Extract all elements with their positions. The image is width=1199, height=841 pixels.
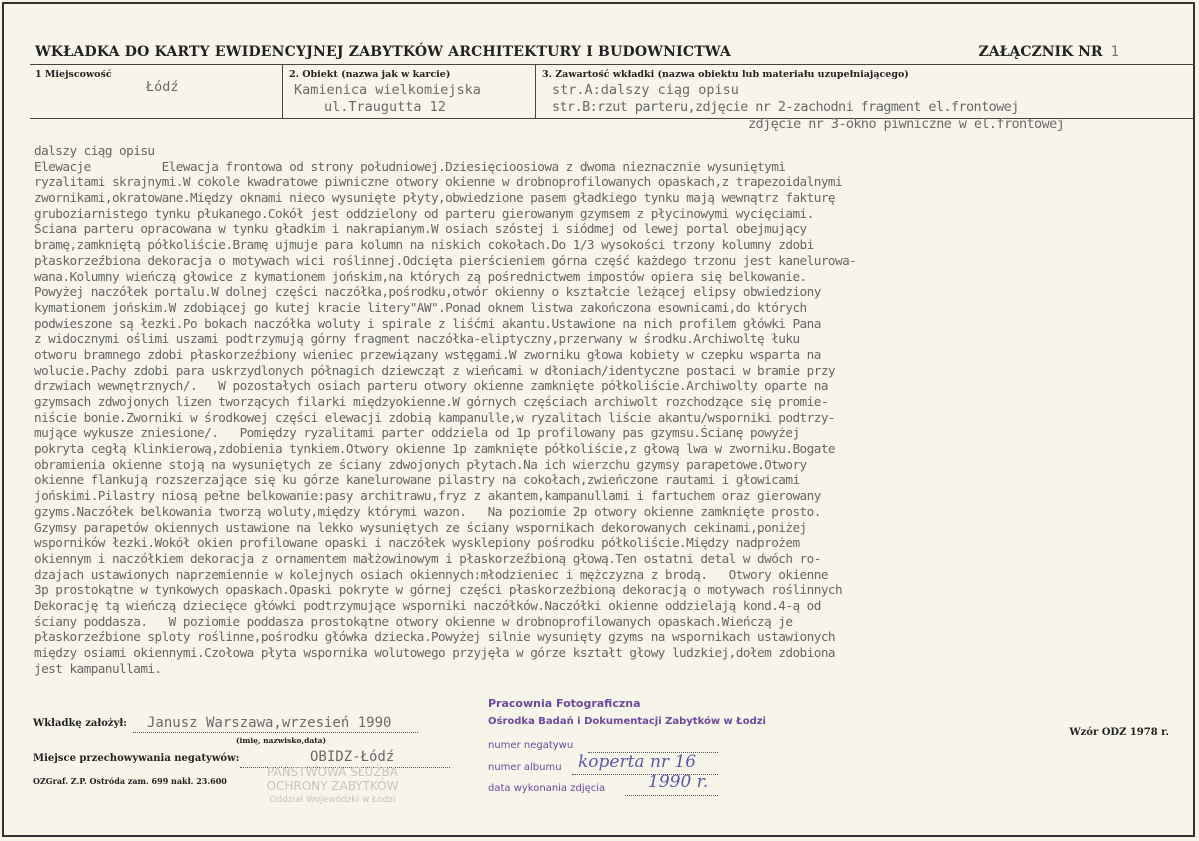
description-line: Dekorację tą wieńczą dziecięce główki podtrzymujące wsporniki naczółków.Naczółki okienne oddzielają kond.4-ą od: [34, 597, 821, 613]
description-line: okiennym i naczółkiem dekoracja z ornamentem małżowinowym i płaskorzeźbioną głową.Ten ostatni detal w dwóch ro-: [34, 550, 821, 566]
album-number-label: numer albumu: [488, 762, 562, 773]
field-1-label: 1 Miejscowość: [35, 69, 112, 80]
description-line: 3p prostokątne w tynkowych opaskach.Opaski pokryte w górnej części płaskorzeźbioną dekoracją o motywach roślinnych: [34, 582, 843, 598]
description-line: mujące wykusze zniesione/. Pomiędzy ryzalitami parter oddziela od 1p profilowany pas gzymsu.Ścianę powyżej: [34, 425, 800, 441]
description-line: okienne flankują rozszerzające się ku górze kanelurowane pilastry na cokołach,zwieńczone rautami i głowicami: [34, 472, 800, 488]
description-line: gzyms.Naczółek belkowania tworzą woluty,między którymi wazon. Na poziomie 2p otwory okienne zamknięte prosto.: [34, 503, 821, 519]
description-line: dzajach ustawionych naprzemiennie w kolejnych osiach okiennych:młodzieniec i mężczyzna z brodą. Otwory okienne: [34, 566, 828, 582]
description-line: wana.Kolumny wieńczą głowice z kymationem jońskim,na których zą pośrednictwem impostów opiera się belkowanie.: [34, 268, 807, 284]
annex-text: ZAŁĄCZNIK NR: [978, 44, 1103, 60]
description-line: drzwiach wewnętrznych/. W pozostałych osiach parteru otwory okienne zamknięte półkoliście.Archiwolty oparte na: [34, 378, 828, 394]
photo-stamp-line-2: Ośrodka Badań i Dokumentacji Zabytków w Łodzi: [488, 716, 766, 727]
album-number-handwriting: koperta nr 16: [578, 752, 697, 772]
description-line: Powyżej naczółek portalu.W dolnej części naczółka,pośrodku,otwór okienny o kształcie leżącej elipsy obwiedziony: [34, 284, 821, 300]
description-line: Elewacje Elewacja frontowa od strony południowej.Dziesięcioosiowa z dwoma nieznacznie wysuniętymi: [34, 158, 786, 174]
photo-date-handwriting: 1990 r.: [648, 772, 709, 792]
field-1-value: Łódź: [146, 79, 179, 95]
description-line: między osiami okiennymi.Czołowa płyta wspornika wolutowego przyjęła w górze kształt głowy ludzkiej,dołem zdobiona: [34, 645, 836, 660]
photo-date-line: [625, 795, 718, 796]
field-2-value-line2: ul.Traugutta 12: [324, 99, 446, 115]
description-line: Gzymsy parapetów okiennych ustawione na lekko wysuniętych ze ściany wspornikach dekorowanych cekinami,poniżej: [34, 519, 807, 535]
form-title: WKŁADKA DO KARTY EWIDENCYJNEJ ZABYTKÓW ARCHITEKTURY I BUDOWNICTWA: [35, 44, 731, 60]
annex-label: [978, 44, 1119, 60]
author-label: Wkładkę założył:: [33, 718, 127, 729]
description-line: zwornikami,okratowane.Między oknami nieco wysunięte płyty,obwiedzione pasem gładkiego tynku mają wewnątrz fakturę: [34, 190, 836, 206]
field-2-value-line1: Kamienica wielkomiejska: [294, 82, 481, 98]
description-body: [34, 143, 1194, 676]
description-line: niście bonie.Zworniki w środkowej części elewacji zdobią kampanulle,w ryzalitach liście akantu/wsporniki podtrzy-: [34, 409, 836, 425]
description-line: wsporników łezki.Wokół okien profilowane opaski i naczółek wysklepiony pośrodku półkoliście.Między nadprożem: [34, 535, 800, 551]
field-divider-2: [535, 64, 536, 118]
field-3-value-line2: str.B:rzut parteru,zdjęcie nr 2-zachodni fragment el.frontowej: [552, 99, 1019, 115]
description-line: obramienia okienne stoją na wysuniętych ze ściany zdwojonych płytach.Na ich wierzchu gzymsy parapetowe.Otwory: [34, 456, 807, 472]
author-line: [133, 732, 418, 733]
field-2-label: 2. Obiekt (nazwa jak w karcie): [289, 69, 451, 80]
storage-label: Miejsce przechowywania negatywów:: [33, 753, 240, 764]
annex-number: 1: [1110, 44, 1119, 60]
header-rule-top: [30, 64, 1195, 65]
description-line: ściany poddasza. W poziomie poddasza prostokątne otwory okienne w drobnoprofilowanych opaskach.Wieńczą je: [34, 613, 793, 629]
field-3-value-line1: str.A:dalszy ciąg opisu: [552, 82, 739, 98]
description-line: jest kampanullami.: [34, 660, 162, 676]
negative-number-label: numer negatywu: [488, 740, 574, 751]
faint-office-stamp: [245, 765, 420, 807]
print-info: OZGraf. Z.P. Ostróda zam. 699 nakł. 23.600: [33, 776, 227, 786]
faint-stamp-line-1: PAŃSTWOWA SŁUŻBA: [267, 765, 398, 779]
description-line: płaskorzeźbione sploty roślinne,pośrodku główka dziecka.Powyżej silnie wysunięty gzyms na wspornikach ustawionych: [34, 629, 836, 645]
field-divider-1: [282, 64, 283, 118]
description-line: z widocznymi oślimi uszami podtrzymują górny fragment naczółka-eliptyczny,przerwany w środku.Archiwoltę łuku: [34, 331, 800, 347]
author-value: Janusz Warszawa,wrzesień 1990: [147, 715, 392, 731]
description-line: otworu bramnego zdobi płaskorzeźbiony wieniec przewiązany wstęgami.W zworniku głowa kobiety w czepku wsparta na: [34, 346, 821, 362]
description-line: płaskorzeźbiona dekoracja o motywach wici roślinnej.Odcięta pierścieniem górna część każdego trzonu jest kanelurowa-: [34, 252, 857, 268]
description-line: wolucie.Pachy zdobi para uskrzydlonych półnagich dziewcząt z wieńcami w dłoniach/identyczne postaci w bramie przy: [34, 362, 836, 378]
author-hint: (imię, nazwisko,data): [236, 736, 327, 745]
description-line: gruboziarnistego tynku płukanego.Cokół jest oddzielony od parteru gierowanym gzymsem z płycinowymi wycięciami.: [34, 205, 814, 221]
description-line: jońskimi.Pilastry niosą pełne belkowanie:pasy architrawu,fryz z akantem,kampanullami i fartuchem oraz gierowany: [34, 488, 821, 504]
description-line: gzymsach zdwojonych lizen tworzących filarki międzyokienne.W górnych częściach archiwolt rozchodzące się promie-: [34, 394, 828, 409]
faint-stamp-line-3: Oddział Wojewódzki w Łodzi: [269, 795, 396, 805]
description-line: kymationem jońskim.W zdobiącej go kutej kracie litery"AW".Ponad oknem listwa zakończona esownicami,do których: [34, 299, 807, 315]
description-line: ryzalitami skrajnymi.W cokole kwadratowe piwniczne otwory okienne w drobnoprofilowanych opaskach,z trapezoidalnymi: [34, 174, 843, 190]
storage-value: OBIDZ-Łódź: [310, 749, 395, 765]
description-line: pokryta cegłą klinkierową,zdobienia tynkiem.Otwory okienne 1p zamknięte półkoliście,z głową lwa w zworniku.Bogate: [34, 441, 836, 457]
field-3-value-line3: zdjęcie nr 3-okno piwniczne w el.frontowej: [748, 116, 1065, 132]
description-line: dalszy ciąg opisu: [34, 143, 155, 158]
field-3-label: 3. Zawartość wkładki (nazwa obiektu lub materiału uzupełniającego): [542, 69, 909, 80]
faint-stamp-line-2: OCHRONY ZABYTKÓW: [266, 779, 399, 793]
description-line: Ściana parteru opracowana w tynku gładkim i nakrapianym.W osiach szóstej i siódmej od lewej portal obejmujący: [34, 221, 807, 237]
photo-stamp-line-1: Pracownia Fotograficzna: [488, 697, 641, 710]
photo-date-label: data wykonania zdjęcia: [488, 783, 606, 794]
form-model-number: Wzór ODZ 1978 r.: [1069, 727, 1169, 738]
description-line: podwieszone są łezki.Po bokach naczółka woluty i spirale z liśćmi akantu.Ustawione na nich profilem główki Pana: [34, 315, 821, 331]
description-line: bramę,zamkniętą półkoliście.Bramę ujmuje para kolumn na niskich cokołach.Do 1/3 wysokości trzony kolumny zdobi: [34, 237, 814, 253]
